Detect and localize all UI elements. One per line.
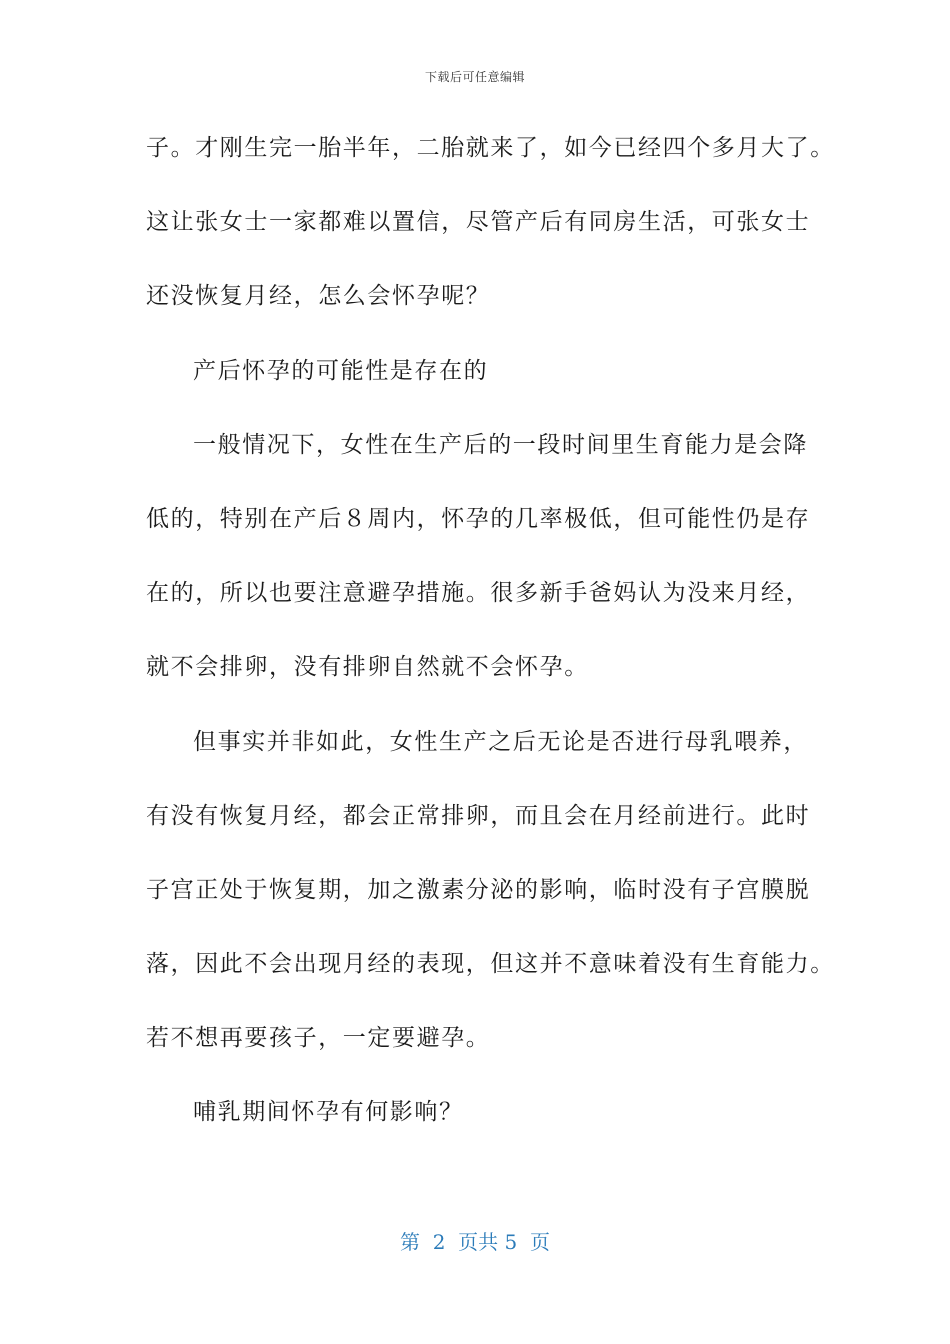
page-header: 下载后可任意编辑 [424, 70, 525, 84]
page-number: 第 2 页共 5 页 [400, 1230, 550, 1254]
text-line: 在的，所以也要注意避孕措施。很多新手爸妈认为没来月经， [146, 580, 811, 607]
text-line: 就不会排卵，没有排卵自然就不会怀孕。 [146, 654, 589, 681]
section-heading: 产后怀孕的可能性是存在的 [193, 357, 489, 384]
section-heading: 哺乳期间怀孕有何影响？ [193, 1099, 464, 1126]
text-line: 低的，特别在产后８周内，怀孕的几率极低，但可能性仍是存 [146, 505, 811, 532]
text-line: 一般情况下，女性在生产后的一段时间里生育能力是会降 [193, 431, 808, 458]
text-line: 有没有恢复月经，都会正常排卵，而且会在月经前进行。此时 [146, 802, 811, 829]
text-line: 还没恢复月经，怎么会怀孕呢？ [146, 283, 491, 310]
text-line: 但事实并非如此，女性生产之后无论是否进行母乳喂养， [193, 728, 808, 755]
text-line: 子。才刚生完一胎半年，二胎就来了，如今已经四个多月大了。 [146, 135, 835, 161]
text-line: 落，因此不会出现月经的表现，但这并不意味着没有生育能力。 [146, 951, 835, 978]
text-line: 子宫正处于恢复期，加之激素分泌的影响，临时没有子宫膜脱 [146, 876, 811, 903]
text-line: 这让张女士一家都难以置信，尽管产后有同房生活，可张女士 [146, 209, 811, 236]
body-text [146, 128, 835, 1167]
text-line: 若不想再要孩子，一定要避孕。 [146, 1025, 491, 1052]
